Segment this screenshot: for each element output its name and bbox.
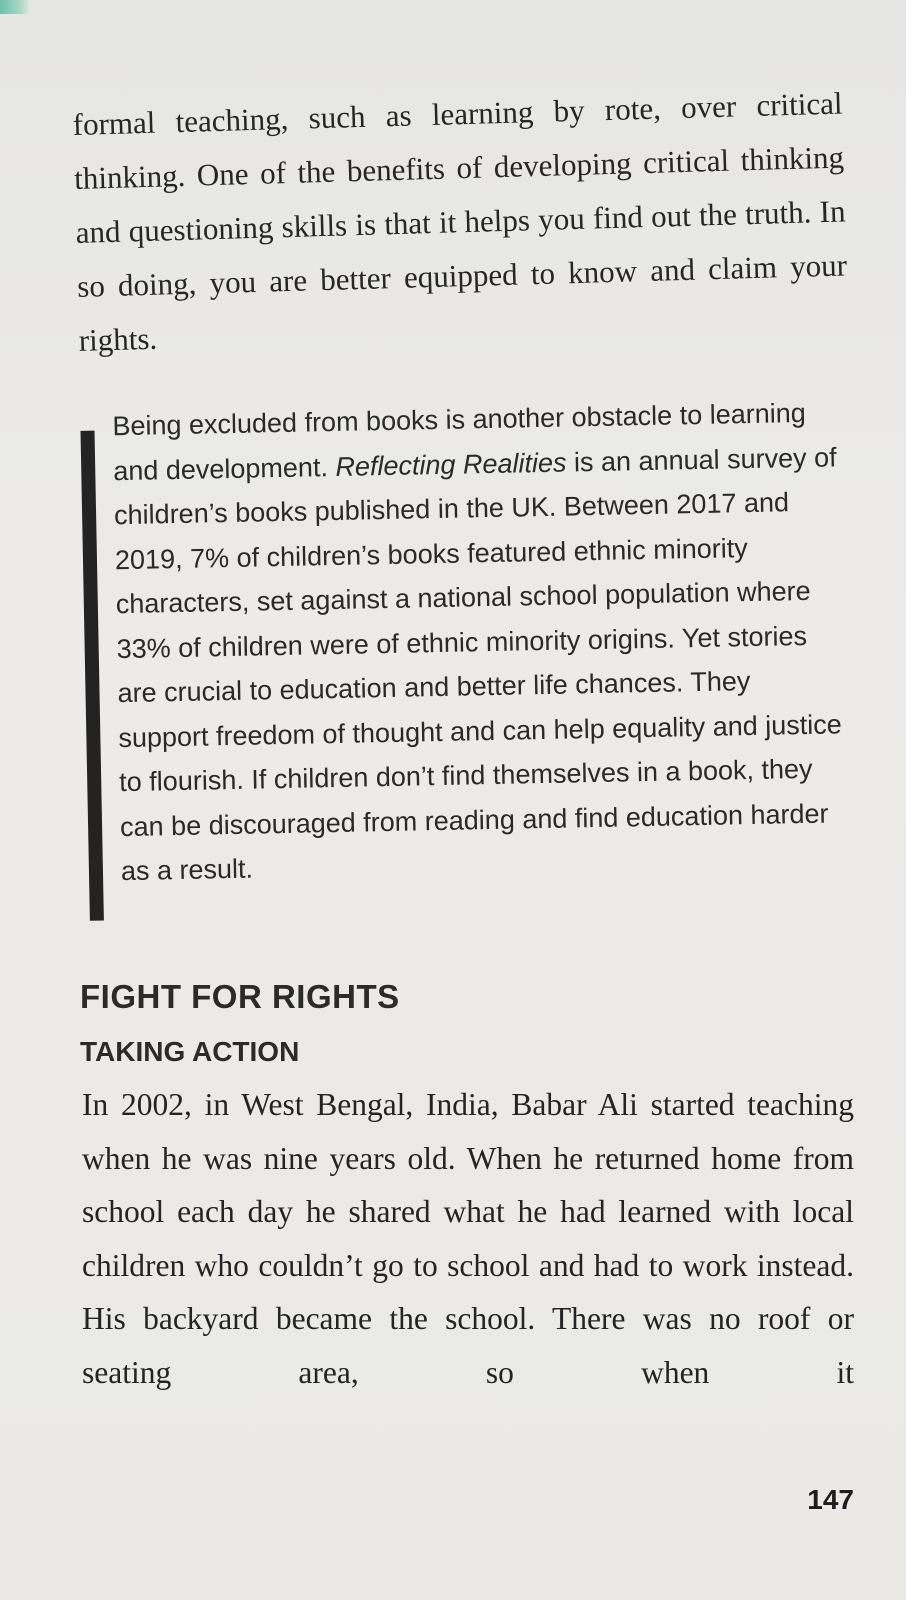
- body-paragraph: In 2002, in West Bengal, India, Babar Ali started teaching when he was nine years old. When he returned home from school each day he shared what he had learned with local children who couldn’t go to school and had to work instead. His backyard became the school. There was no roof or seating area, so when it: [82, 1087, 854, 1390]
- sidebar-italic-title: Reflecting Realities: [335, 447, 567, 482]
- intro-paragraph: formal teaching, such as learning by rote, over critical thinking. One of the benefits of developing critical thinking and questioning skills is that it helps you find out the truth. In so doing, you are better equipped to know and claim your rights.: [72, 85, 848, 358]
- page-number: 147: [807, 1484, 854, 1515]
- sidebar-paragraph: [112, 390, 851, 893]
- sidebar-text-start: Being excluded from books is another obstacle to learning and development.: [112, 397, 806, 486]
- sidebar-vertical-rule: [80, 431, 103, 921]
- sub-heading: TAKING ACTION: [80, 1036, 300, 1067]
- sidebar-callout: [72, 390, 868, 935]
- section-heading: FIGHT FOR RIGHTS: [80, 978, 400, 1015]
- sidebar-text-end: is an annual survey of children’s books published in the UK. Between 2017 and 2019, 7% of children’s books featured ethnic minority characters, set against a national school population where 33% of children were of ethnic minority origins. Yet stories are crucial to education and better life chances. They support freedom of thought and can help equality and justice to flourish. If children don’t find themselves in a book, they can be discouraged from reading and find education harder as a result.: [113, 441, 843, 887]
